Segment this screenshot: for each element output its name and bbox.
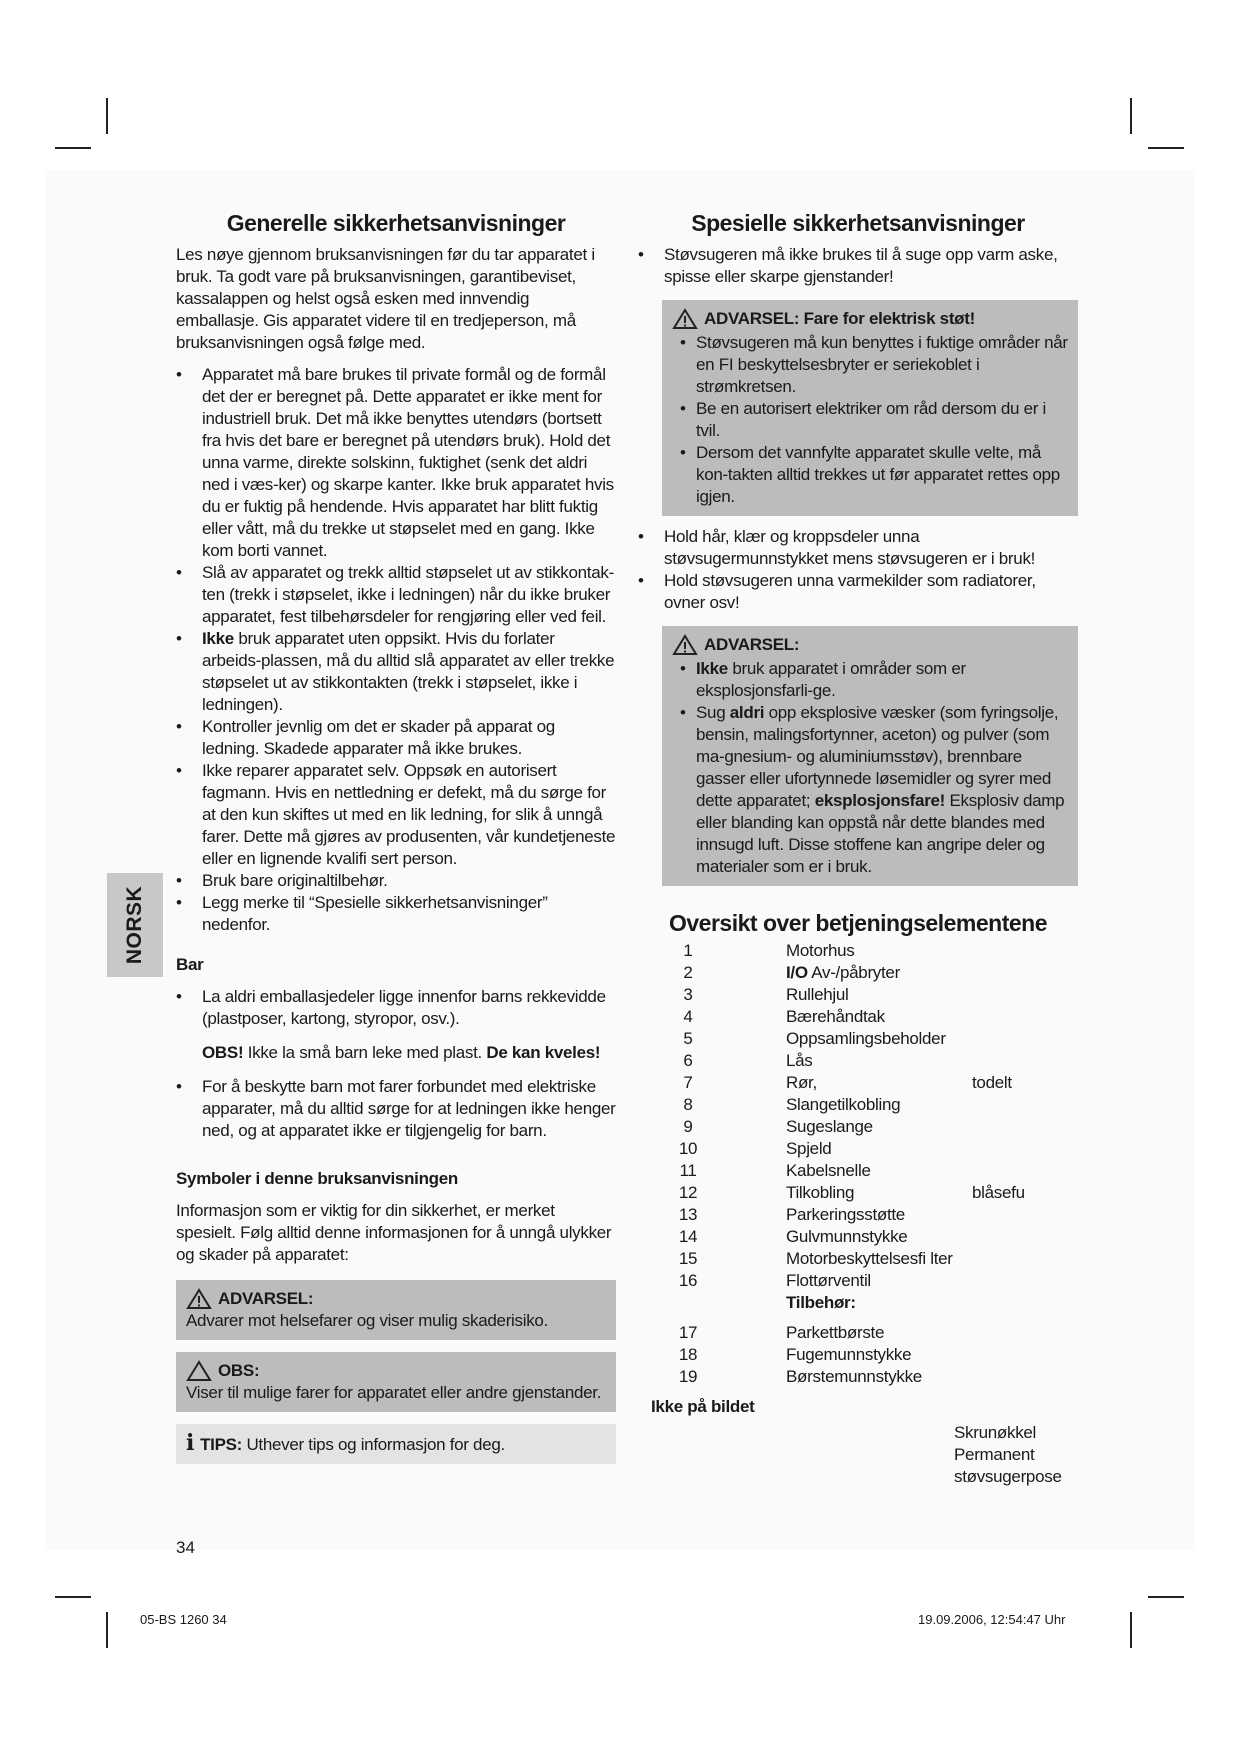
- table-row: 6 Lås: [683, 1051, 813, 1070]
- not-shown-list: [954, 1422, 1078, 1488]
- advarsel-box: [176, 1280, 616, 1340]
- caution-triangle-icon: [186, 1360, 212, 1382]
- crop-mark: [106, 98, 108, 134]
- table-row: 12 Tilkobling blåsefu: [678, 1183, 1025, 1202]
- language-tab: [107, 873, 163, 977]
- tips-box: [176, 1424, 616, 1464]
- general-safety-title: Generelle sikkerhetsanvisninger: [226, 210, 566, 236]
- warning-triangle-icon: [672, 308, 698, 330]
- list-item: • For å beskytte barn mot farer forbundet med elektriske apparater, må du alltid sørge for at ledningen ikke henger ned, og at apparatet ikke er tilgjengelig for barn.: [176, 1076, 616, 1142]
- crop-mark: [1148, 147, 1184, 149]
- table-row: 9 Sugeslange: [683, 1117, 873, 1136]
- table-row: 16 Flottørventil: [678, 1271, 871, 1290]
- warning-triangle-icon: [672, 634, 698, 656]
- table-row: 17 Parkettbørste: [678, 1323, 885, 1342]
- electric-warning-title: ADVARSEL: Fare for elektrisk støt!: [704, 309, 975, 328]
- accessories-heading: Tilbehør:: [786, 1293, 856, 1312]
- crop-mark: [55, 1596, 91, 1598]
- special-bullet-list: [638, 244, 1078, 288]
- list-item: • Hold hår, klær og kroppsdeler unna støvsugermunnstykket mens støvsugeren er i bruk!: [638, 526, 1078, 570]
- general-bullet-list: [176, 364, 616, 936]
- tips-title: TIPS:: [200, 1435, 243, 1454]
- list-item: Skrunøkkel: [954, 1423, 1037, 1442]
- list-item: • Be en autorisert elektriker om råd dersom du er i tvil.: [672, 398, 1068, 442]
- warning-triangle-icon: [186, 1288, 212, 1310]
- list-item: • Apparatet må bare brukes til private formål og de formål det der er beregnet på. Dette apparatet er ikke ment for industriell bruk. Det må ikke benyttes utendørs (bortsett fra hvis det bare er beregnet på utendørs bruk). Hold det unna varme, direkte solskinn, fuktighet (senk det aldri ned i væs-ker) og skarpe kanter. Ikke bruk apparatet hvis du er fuktig på hendende. Hvis apparatet har blitt fuktig eller vått, må du trekke ut støpselet med en gang. Ikke kom borti vannet.: [176, 364, 616, 562]
- table-row: 15 Motorbeskyttelsesfi lter: [678, 1249, 953, 1268]
- symbols-intro: Informasjon som er viktig for din sikkerhet, er merket spesielt. Følg alltid denne informasjonen for å unngå ulykker og skader på apparatet:: [176, 1201, 612, 1264]
- list-item: • Slå av apparatet og trekk alltid støpselet ut av stikkontak-ten (trekk i støpselet, ikke i ledningen) når du ikke bruker apparatet, fest tilbehørsdeler for rengjøring eller ved feil.: [176, 562, 616, 628]
- children-bullet-list-2: [176, 1076, 616, 1142]
- list-item: • Støvsugeren må kun benyttes i fuktige områder når en FI beskyttelsesbryter er seriekoblet i strømkretsen.: [672, 332, 1068, 398]
- footer-right: 19.09.2006, 12:54:47 Uhr: [918, 1612, 1066, 1627]
- list-item: • Sug aldri opp eksplosive væsker (som fyringsolje, bensin, malingsfortynner, aceton) og pulver (som ma-gnesium- og aluminiumsstøv), brennbare gasser eller ufortynnede løsemidler og syrer med dette apparatet; eksplosjonsfare! Eksplosiv damp eller blanding kan oppstå når dette blandes med innsugd luft. Disse stoffene kan angripe deler og materialer som er i bruk.: [672, 702, 1068, 878]
- electric-warning-box: [662, 300, 1078, 516]
- table-row: 1 Motorhus: [683, 941, 855, 960]
- left-column: [176, 212, 616, 1474]
- obs-title: OBS:: [218, 1361, 260, 1380]
- table-row: 10 Spjeld: [678, 1139, 832, 1158]
- explosion-warning-box: [662, 626, 1078, 886]
- page-number: 34: [176, 1538, 195, 1557]
- list-item: • Ikke bruk apparatet uten oppsikt. Hvis du forlater arbeids-plassen, må du alltid slå apparatet av eller trekke støpselet ut av stikkontakten (trekk i støpselet, ikke i ledningen).: [176, 628, 616, 716]
- crop-mark: [55, 147, 91, 149]
- general-intro: Les nøye gjennom bruksanvisningen før du tar apparatet i bruk. Ta godt vare på bruksanvisningen, garantibeviset, kassalappen og helst også esken med innvendig emballasje. Gis apparatet videre til en tredjeperson, må bruksanvisningen også følge med.: [176, 245, 595, 352]
- table-row: 8 Slangetilkobling: [683, 1095, 901, 1114]
- overview-title: Oversikt over betjeningselementene: [669, 910, 1047, 936]
- table-row: 14 Gulvmunnstykke: [678, 1227, 908, 1246]
- list-item: • Dersom det vannfylte apparatet skulle velte, må kon-takten alltid trekkes ut før apparatet rettes opp igjen.: [672, 442, 1068, 508]
- special-safety-title: Spesielle sikkerhetsanvisninger: [691, 210, 1025, 236]
- table-row: 18 Fugemunnstykke: [678, 1345, 912, 1364]
- table-row: 19 Børstemunnstykke: [678, 1367, 922, 1386]
- obs-text: Viser til mulige farer for apparatet eller andre gjenstander.: [186, 1383, 602, 1402]
- footer-left: 05-BS 1260 34: [140, 1612, 227, 1627]
- children-heading: Bar: [176, 955, 204, 974]
- list-item: • Støvsugeren må ikke brukes til å suge opp varm aske, spisse eller skarpe gjenstander!: [638, 244, 1078, 288]
- info-icon: i: [186, 1430, 195, 1456]
- list-item: • Ikke reparer apparatet selv. Oppsøk en autorisert fagmann. Hvis en nettledning er defekt, må du sørge for at den kun skiftes ut med en lik ledning, for slik å unngå farer. Dette må gjøres av produsenten, vår kundetjeneste eller en lignende kvalifi sert person.: [176, 760, 616, 870]
- crop-mark: [106, 1612, 108, 1648]
- parts-table: [590, 940, 1150, 1388]
- obs-note: OBS! Ikke la små barn leke med plast. De kan kveles!: [202, 1043, 601, 1062]
- list-item: • Kontroller jevnlig om det er skader på apparat og ledning. Skadede apparater må ikke brukes.: [176, 716, 616, 760]
- table-row: 13 Parkeringsstøtte: [678, 1205, 905, 1224]
- list-item: • Legg merke til “Spesielle sikkerhetsanvisninger” nedenfor.: [176, 892, 616, 936]
- list-item: • Ikke bruk apparatet i områder som er eksplosjonsfarli-ge.: [672, 658, 1068, 702]
- list-item: • Hold støvsugeren unna varmekilder som radiatorer, ovner osv!: [638, 570, 1078, 614]
- crop-mark: [1148, 1596, 1184, 1598]
- list-item: Permanent støvsugerpose: [954, 1445, 1062, 1486]
- symbols-heading: Symboler i denne bruksanvisningen: [176, 1169, 459, 1188]
- list-item: • Bruk bare originaltilbehør.: [176, 870, 616, 892]
- advarsel-text: Advarer mot helsefarer og viser mulig skaderisiko.: [186, 1311, 548, 1330]
- special-bullet-list-2: [638, 526, 1078, 614]
- advarsel-title: ADVARSEL:: [218, 1289, 314, 1308]
- explosion-warning-title: ADVARSEL:: [704, 635, 800, 654]
- children-bullet-list: [176, 986, 616, 1030]
- right-column: [638, 212, 1078, 1488]
- crop-mark: [1130, 1612, 1132, 1648]
- table-row: 7 Rør, todelt: [683, 1073, 1012, 1092]
- table-row: 4 Bærehåndtak: [683, 1007, 885, 1026]
- table-row: 2 I/O Av-/påbryter: [683, 963, 900, 982]
- table-row: 3 Rullehjul: [683, 985, 849, 1004]
- list-item: • La aldri emballasjedeler ligge innenfor barns rekkevidde (plastposer, kartong, styropor, osv.).: [176, 986, 616, 1030]
- language-tab-label: NORSK: [123, 885, 146, 965]
- not-shown-heading: Ikke på bildet: [651, 1397, 755, 1416]
- tips-text: Uthever tips og informasjon for deg.: [242, 1435, 505, 1454]
- crop-mark: [1130, 98, 1132, 134]
- obs-box: [176, 1352, 616, 1412]
- table-row: 5 Oppsamlingsbeholder: [683, 1029, 946, 1048]
- table-row: 11 Kabelsnelle: [679, 1161, 871, 1180]
